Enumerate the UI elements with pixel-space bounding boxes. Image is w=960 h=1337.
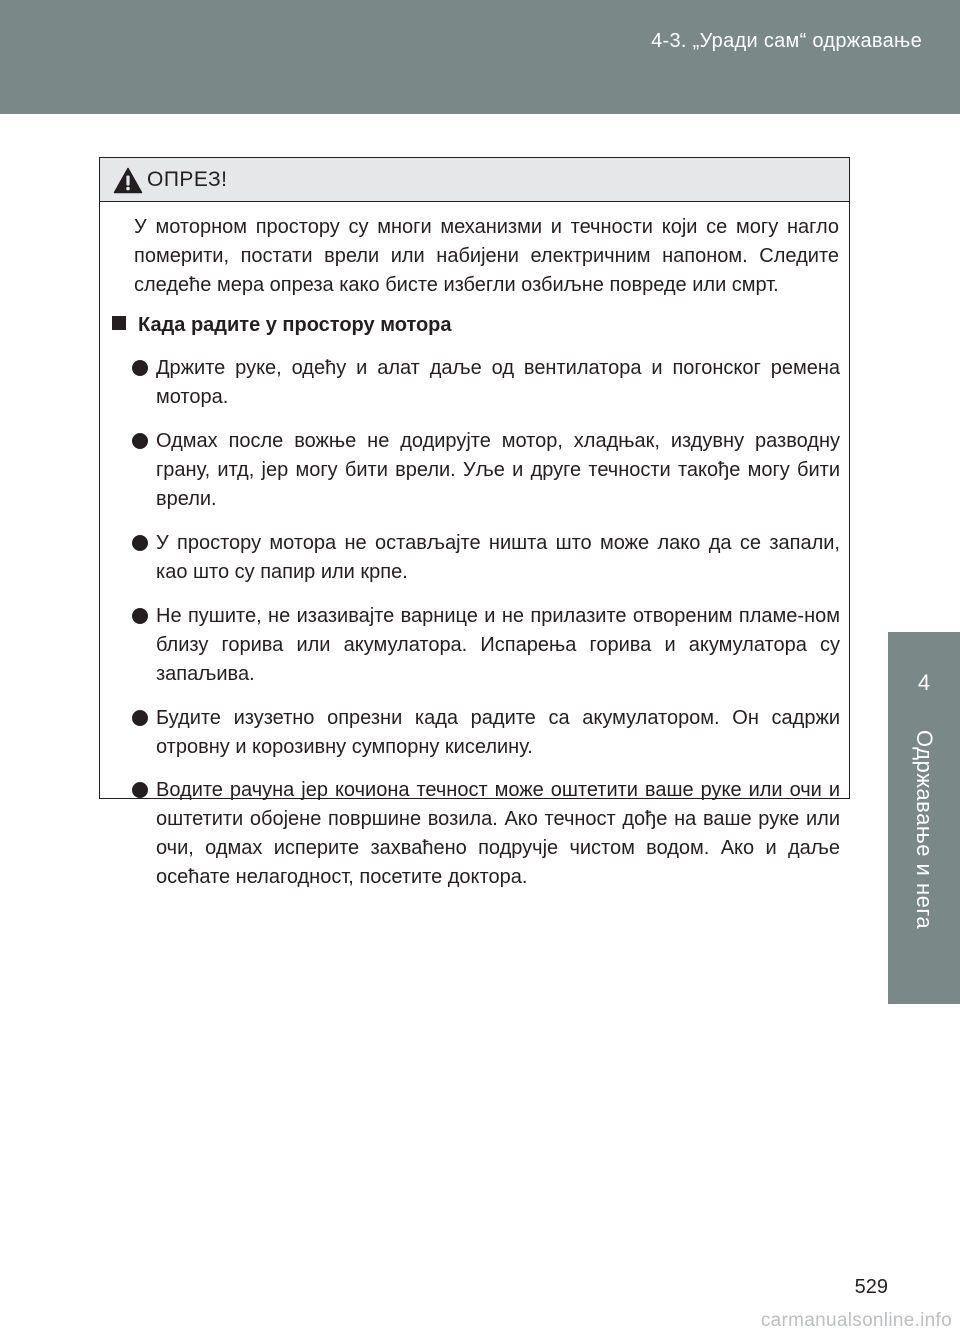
bullet-dot-icon: [132, 433, 148, 449]
bullet-dot-icon: [132, 360, 148, 376]
bullet-dot-icon: [132, 710, 148, 726]
bullet-text: Водите рачуна јер кочиона течност може оштетити ваше руке или очи и оштетити обојене површине возила. Ако течност дође на ваше руке или очи, одмах исперите захваћено подручје чистом водом. Ако и даље осећате нелагодност, посетите доктора.: [156, 779, 840, 888]
bullet-dot-icon: [132, 535, 148, 551]
caution-intro: У моторном простору су многи механизми и течности који се могу нагло померити, постати врели или набијени електричним напоном. Следите следеће мера опреза како бисте избегли озбиљне повреде или смрт.: [134, 216, 839, 296]
header-band: [0, 0, 960, 114]
chapter-label: Одржавање и нега: [912, 730, 937, 930]
chapter-side-tab: [888, 632, 960, 1004]
bullet-dot-icon: [132, 782, 148, 798]
bullet-dot-icon: [132, 608, 148, 624]
bullet-text: У простору мотора не остављајте ништа што може лако да се запали, као што су папир или крпе.: [156, 532, 840, 583]
bullet-text: Држите руке, одећу и алат даље од вентилатора и погонског ремена мотора.: [156, 357, 840, 408]
caution-title: ОПРЕЗ!: [147, 168, 228, 191]
caution-header: [100, 158, 849, 202]
bullet-text: Будите изузетно опрезни када радите са акумулатором. Он садржи отровну и корозивну сумпорну киселину.: [156, 707, 840, 758]
warning-triangle-icon: [113, 167, 143, 194]
bullet-text: Одмах после вожње не додирујте мотор, хладњак, издувну разводну грану, итд, јер могу бити врели. Уље и друге течности такође могу бити врели.: [156, 430, 840, 510]
watermark: carmanualsonline.info: [760, 1310, 952, 1331]
chapter-number: 4: [917, 670, 931, 695]
caution-box: [99, 157, 850, 888]
section-heading-text: Када радите у простору мотора: [138, 314, 452, 336]
bullet-text: Не пушите, не изазивајте варнице и не прилазите отвореним пламе-ном близу горива или акумулатора. Испарења горива и акумулатора су запаљива.: [156, 605, 840, 685]
page-number: 529: [854, 1276, 888, 1298]
section-header-title: 4-3. „Уради сам“ одржавање: [651, 30, 922, 52]
square-bullet-icon: [112, 316, 126, 330]
section-heading: [112, 314, 452, 337]
